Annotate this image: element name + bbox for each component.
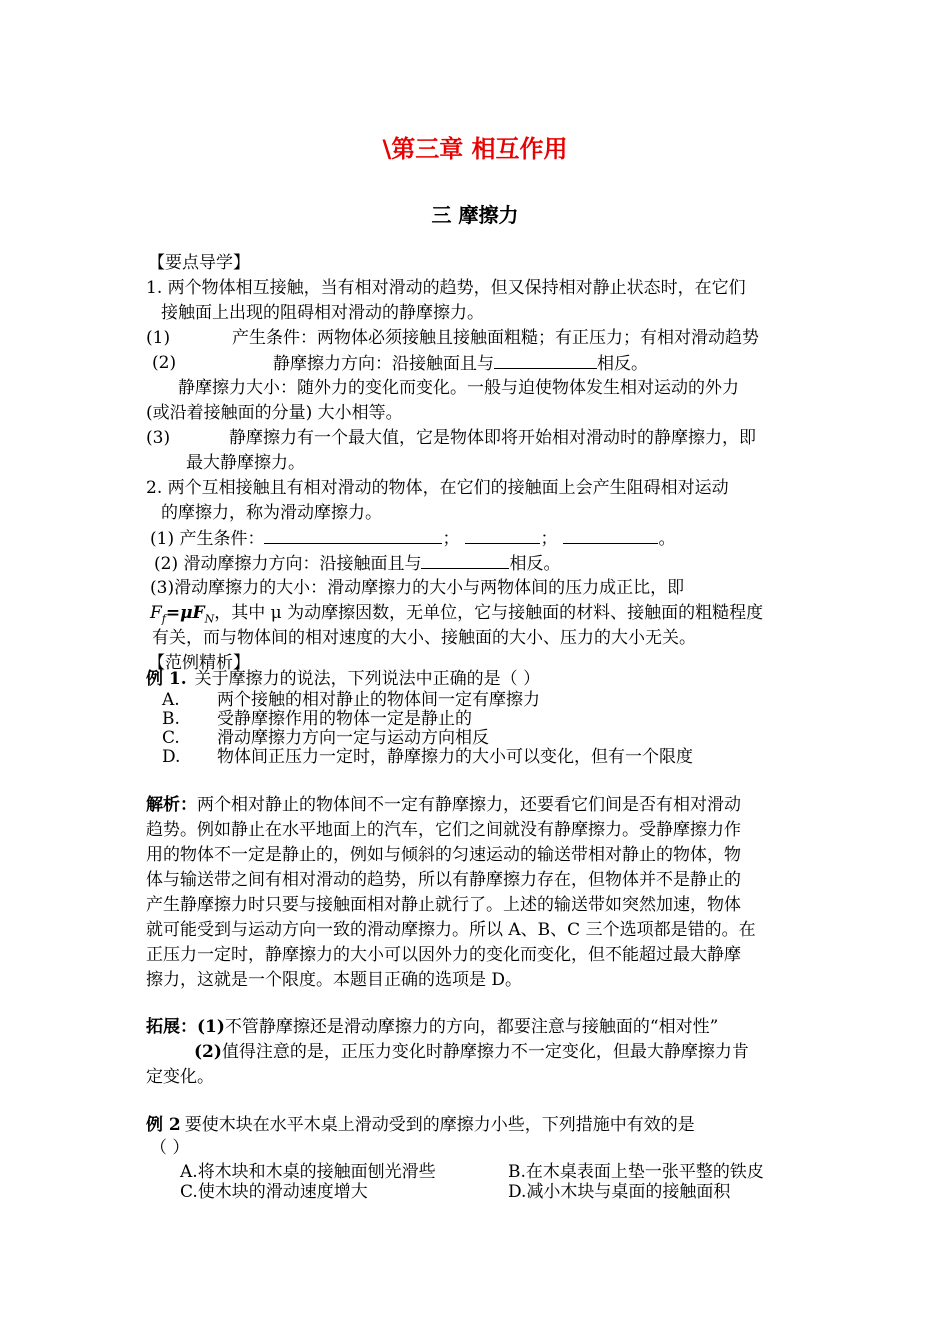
point-2-line-1: 2. 两个互相接触且有相对滑动的物体，在它们的接触面上会产生阻碍相对运动 [146,478,729,498]
analysis-line: 用的物体不一定是静止的，例如与倾斜的匀速运动的输送带相对静止的物体，物 [146,845,741,865]
analysis-line: 体与输送带之间有相对滑动的趋势，所以有静摩擦力存在，但物体并不是静止的 [146,870,741,890]
separator: ； [540,529,558,549]
example-2-question-line [146,1114,695,1136]
example-1-option-text: 受静摩擦作用的物体一定是静止的 [217,709,472,729]
blank-line [264,527,442,544]
extension-1-text: 不管静摩擦还是滑动摩擦力的方向，都要注意与接触面的“相对性” [224,1017,719,1037]
extension-line-2 [194,1041,749,1063]
point-1-line-1: 1. 两个物体相互接触，当有相对滑动的趋势，但又保持相对静止状态时，在它们 [146,278,746,298]
example-1-option-text: 滑动摩擦力方向一定与运动方向相反 [217,728,489,748]
option-text: 在木桌表面上垫一张平整的铁皮 [525,1162,764,1182]
extension-line-1 [146,1016,718,1038]
static-friction-size-line-2: (或沿着接触面的分量) 大小相等。 [146,403,403,423]
item-3-number: (3) [146,428,171,448]
analysis-label: 解析： [146,795,197,815]
heading-examples: 【范例精析】 [148,653,250,673]
option-letter: B. [508,1162,526,1182]
extension-2-text: 值得注意的是，正压力变化时静摩擦力不一定变化，但最大静摩擦力肯 [221,1042,749,1062]
blank-line [494,352,597,369]
example-2-question: 要使木块在水平木桌上滑动受到的摩擦力小些，下列措施中有效的是 [184,1115,695,1135]
heading-key-points: 【要点导学】 [148,253,250,273]
example-1-option-text: 物体间正压力一定时，静摩擦力的大小可以变化，但有一个限度 [217,747,693,767]
sliding-condition-line [150,527,675,550]
analysis-line-1 [146,794,741,816]
example-1-option-text: 两个接触的相对静止的物体间一定有摩擦力 [217,690,540,710]
item-2-number: (2) [152,353,177,373]
formula-subscript-f: f [161,612,166,626]
sliding-size-line-3: 有关，而与物体间的相对速度的大小、接触面的大小、压力的大小无关。 [152,628,696,648]
extension-2-number: (2) [194,1042,222,1062]
item-2-pre: 静摩擦力方向：沿接触面且与 [273,354,494,374]
example-1-option-letter: B. [162,709,180,729]
option-text: 将木块和木桌的接触面刨光滑些 [197,1162,436,1182]
sliding-direction-post: 相反。 [509,554,561,574]
blank-line [563,527,658,544]
formula-F: F [150,603,162,623]
sliding-size-line-2-rest: ，其中 μ 为动摩擦因数，无单位，它与接触面的材料、接触面的粗糙程度 [214,603,764,623]
analysis-line: 擦力，这就是一个限度。本题目正确的选项是 D。 [146,970,523,990]
item-2-text [273,352,648,375]
point-1-line-2: 接触面上出现的阻碍相对滑动的静摩擦力。 [161,303,484,323]
item-1-number: (1) [146,328,171,348]
sliding-direction-line [154,552,560,575]
blank-line [421,552,509,569]
example-2-option [508,1181,730,1203]
example-2-option [508,1161,764,1183]
sliding-size-line-1: (3)滑动摩擦力的大小：滑动摩擦力的大小与两物体间的压力成正比，即 [150,578,685,598]
extension-label: 拓展： [146,1017,197,1037]
item-2-post: 相反。 [597,354,648,374]
formula-eq: =μF [165,603,205,623]
formula-subscript-N: N [204,612,215,626]
option-text: 减小木块与桌面的接触面积 [526,1182,731,1202]
example-2-answer-paren: （ ） [150,1138,190,1158]
section-title: 三 摩擦力 [431,203,519,227]
option-letter: D. [508,1182,527,1202]
example-1-label: 例 1. [146,669,187,689]
separator: ； [442,529,460,549]
extension-1-number: (1) [197,1017,225,1037]
sentence-end: 。 [658,529,676,549]
analysis-line: 产生静摩擦力时只要与接触面相对静止就行了。上述的输送带如突然加速，物体 [146,895,741,915]
chapter-title: \第三章 相互作用 [382,135,568,163]
point-2-line-2: 的摩擦力，称为滑动摩擦力。 [161,503,382,523]
example-1-question: 关于摩擦力的说法，下列说法中正确的是（ ） [194,669,541,689]
analysis-line: 趋势。例如静止在水平地面上的汽车，它们之间就没有静摩擦力。受静摩擦力作 [146,820,741,840]
extension-line-3: 定变化。 [146,1067,214,1087]
option-text: 使木块的滑动速度增大 [197,1182,368,1202]
example-1-question-line [146,668,540,690]
analysis-line: 正压力一定时，静摩擦力的大小可以因外力的变化而变化，但不能超过最大静摩 [146,945,741,965]
example-1-option-letter: C. [162,728,180,748]
item-1-text: 产生条件：两物体必须接触且接触面粗糙；有正压力；有相对滑动趋势 [232,328,759,348]
blank-line [465,527,540,544]
static-friction-size-line-1: 静摩擦力大小：随外力的变化而变化。一般与迫使物体发生相对运动的外力 [178,378,739,398]
example-2-option [180,1161,436,1183]
option-letter: A. [180,1162,198,1182]
example-2-label: 例 2 [146,1115,181,1135]
analysis-text: 两个相对静止的物体间不一定有静摩擦力，还要看它们间是否有相对滑动 [197,795,741,815]
example-2-option [180,1181,368,1203]
analysis-line: 就可能受到与运动方向一致的滑动摩擦力。所以 A、B、C 三个选项都是错的。在 [146,920,756,940]
item-3-line-2: 最大静摩擦力。 [186,453,305,473]
example-1-option-letter: D. [162,747,181,767]
option-letter: C. [180,1182,198,1202]
item-3-line-1: 静摩擦力有一个最大值，它是物体即将开始相对滑动时的静摩擦力，即 [229,428,756,448]
example-1-option-letter: A. [162,690,180,710]
sliding-condition-pre: (1) 产生条件： [150,529,265,549]
sliding-direction-pre: (2) 滑动摩擦力方向：沿接触面且与 [154,554,422,574]
